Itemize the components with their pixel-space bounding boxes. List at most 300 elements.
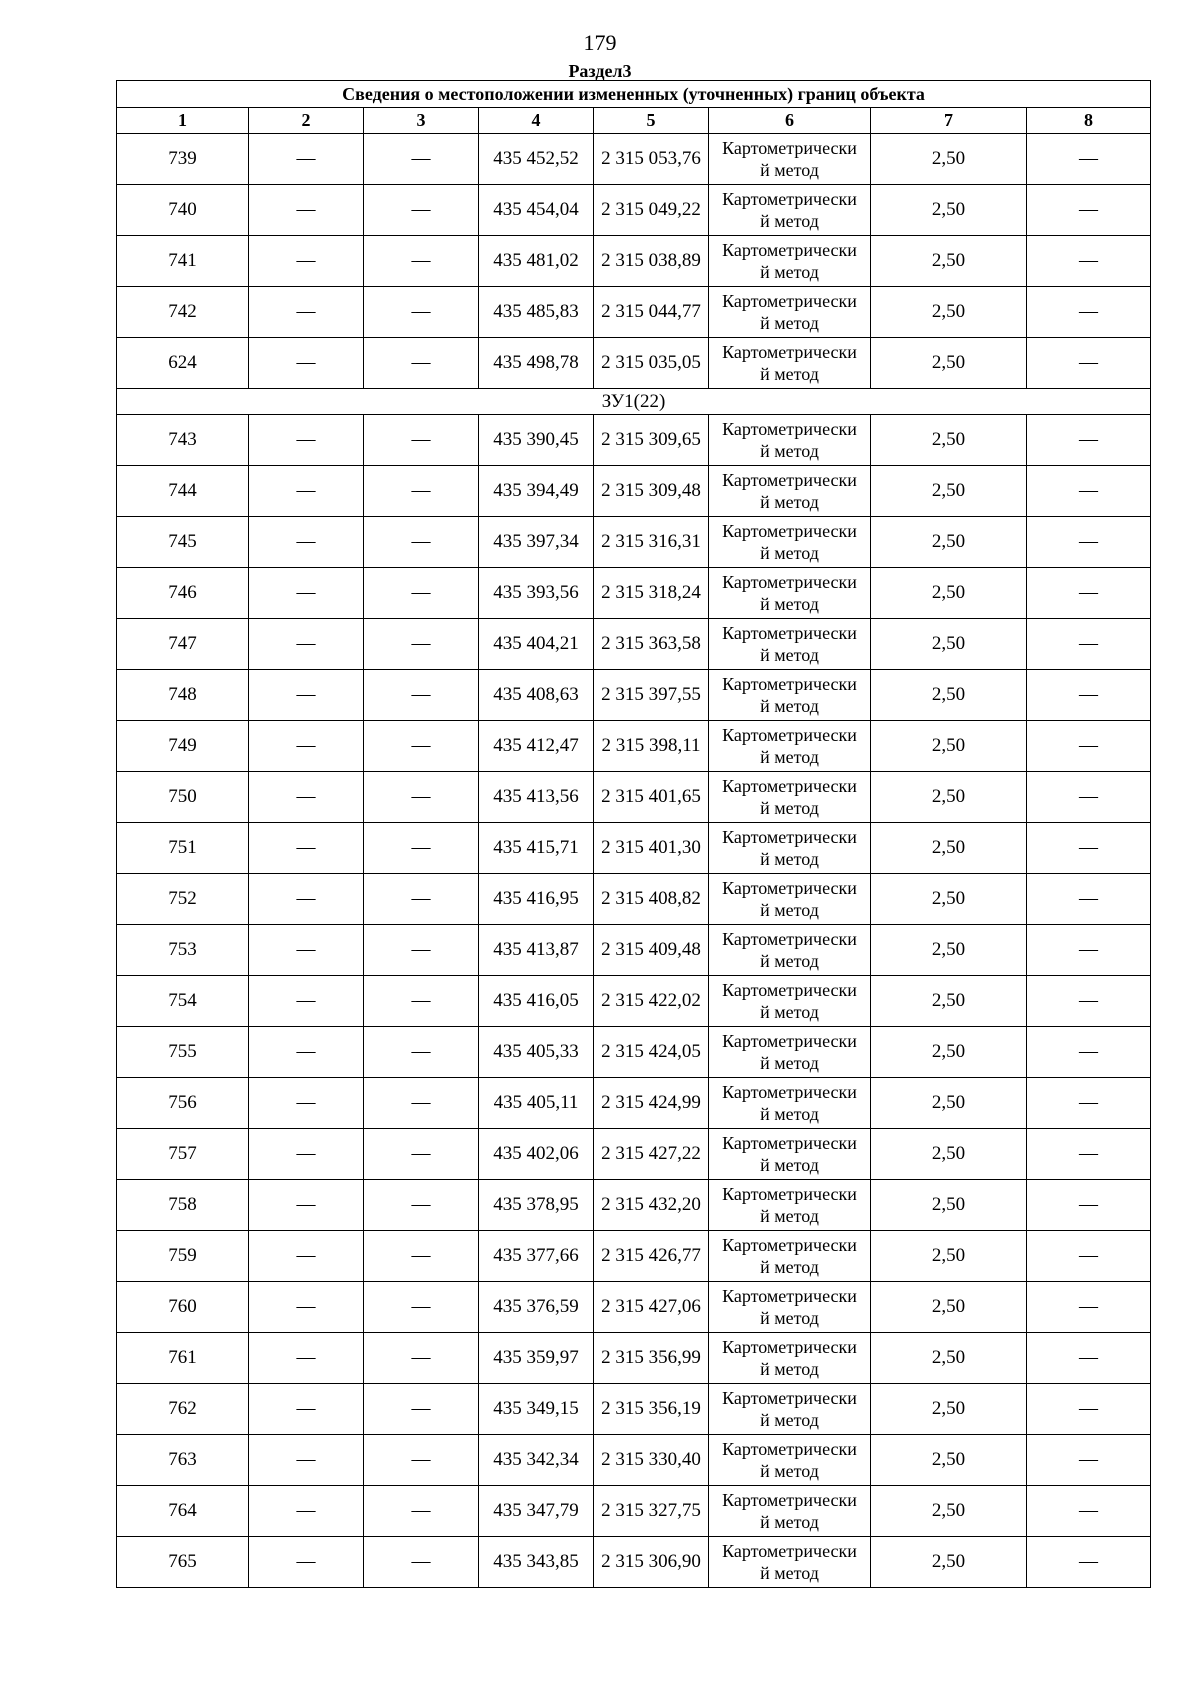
coord-y: 2 315 422,02 xyxy=(594,976,709,1027)
cell-col2: — xyxy=(249,721,364,772)
coord-y: 2 315 408,82 xyxy=(594,874,709,925)
coord-y: 2 315 409,48 xyxy=(594,925,709,976)
cell-col2: — xyxy=(249,466,364,517)
table-row xyxy=(117,338,1151,389)
column-header: 3 xyxy=(364,108,479,134)
accuracy: 2,50 xyxy=(871,1078,1027,1129)
method-line2: й метод xyxy=(760,1155,819,1175)
method-line1: Картометрически xyxy=(722,980,857,1000)
cell-col3: — xyxy=(364,1486,479,1537)
cell-col8: — xyxy=(1027,185,1151,236)
table-row xyxy=(117,1027,1151,1078)
method-line1: Картометрически xyxy=(722,1388,857,1408)
method-cell xyxy=(709,619,871,670)
method-line2: й метод xyxy=(760,1359,819,1379)
coord-x: 435 342,34 xyxy=(479,1435,594,1486)
method-line2: й метод xyxy=(760,594,819,614)
method-line2: й метод xyxy=(760,900,819,920)
point-number: 761 xyxy=(117,1333,249,1384)
cell-col3: — xyxy=(364,1537,479,1588)
point-number: 756 xyxy=(117,1078,249,1129)
cell-col8: — xyxy=(1027,772,1151,823)
coord-x: 435 376,59 xyxy=(479,1282,594,1333)
accuracy: 2,50 xyxy=(871,1435,1027,1486)
table-row xyxy=(117,619,1151,670)
cell-col3: — xyxy=(364,1231,479,1282)
method-cell xyxy=(709,1486,871,1537)
point-number: 750 xyxy=(117,772,249,823)
coord-y: 2 315 427,06 xyxy=(594,1282,709,1333)
method-cell xyxy=(709,134,871,185)
cell-col2: — xyxy=(249,1180,364,1231)
cell-col2: — xyxy=(249,1384,364,1435)
coord-x: 435 481,02 xyxy=(479,236,594,287)
cell-col2: — xyxy=(249,1282,364,1333)
accuracy: 2,50 xyxy=(871,670,1027,721)
cell-col2: — xyxy=(249,1537,364,1588)
cell-col3: — xyxy=(364,185,479,236)
method-line2: й метод xyxy=(760,492,819,512)
cell-col3: — xyxy=(364,925,479,976)
coord-x: 435 349,15 xyxy=(479,1384,594,1435)
point-number: 741 xyxy=(117,236,249,287)
point-number: 745 xyxy=(117,517,249,568)
coord-y: 2 315 363,58 xyxy=(594,619,709,670)
table-row xyxy=(117,1333,1151,1384)
method-cell xyxy=(709,1027,871,1078)
coord-y: 2 315 401,65 xyxy=(594,772,709,823)
table-row xyxy=(117,517,1151,568)
coord-y: 2 315 432,20 xyxy=(594,1180,709,1231)
coord-x: 435 413,87 xyxy=(479,925,594,976)
cell-col3: — xyxy=(364,338,479,389)
cell-col2: — xyxy=(249,670,364,721)
coord-y: 2 315 401,30 xyxy=(594,823,709,874)
coord-x: 435 452,52 xyxy=(479,134,594,185)
table-row xyxy=(117,466,1151,517)
accuracy: 2,50 xyxy=(871,517,1027,568)
point-number: 760 xyxy=(117,1282,249,1333)
column-header: 5 xyxy=(594,108,709,134)
method-line2: й метод xyxy=(760,696,819,716)
cell-col2: — xyxy=(249,338,364,389)
accuracy: 2,50 xyxy=(871,185,1027,236)
coord-x: 435 416,95 xyxy=(479,874,594,925)
section-title: Раздел3 xyxy=(568,61,632,81)
accuracy: 2,50 xyxy=(871,1027,1027,1078)
accuracy: 2,50 xyxy=(871,1537,1027,1588)
method-cell xyxy=(709,1333,871,1384)
method-line2: й метод xyxy=(760,951,819,971)
method-line2: й метод xyxy=(760,543,819,563)
method-line1: Картометрически xyxy=(722,291,857,311)
point-number: 758 xyxy=(117,1180,249,1231)
cell-col8: — xyxy=(1027,976,1151,1027)
point-number: 759 xyxy=(117,1231,249,1282)
method-line2: й метод xyxy=(760,441,819,461)
method-cell xyxy=(709,287,871,338)
cell-col2: — xyxy=(249,925,364,976)
cell-col8: — xyxy=(1027,1384,1151,1435)
column-header: 4 xyxy=(479,108,594,134)
table-row xyxy=(117,415,1151,466)
method-cell xyxy=(709,772,871,823)
cell-col3: — xyxy=(364,670,479,721)
table-row xyxy=(117,976,1151,1027)
cell-col8: — xyxy=(1027,1078,1151,1129)
cell-col3: — xyxy=(364,619,479,670)
method-cell xyxy=(709,568,871,619)
accuracy: 2,50 xyxy=(871,1231,1027,1282)
cell-col8: — xyxy=(1027,619,1151,670)
cell-col8: — xyxy=(1027,338,1151,389)
method-line1: Картометрически xyxy=(722,1082,857,1102)
cell-col3: — xyxy=(364,772,479,823)
cell-col3: — xyxy=(364,976,479,1027)
accuracy: 2,50 xyxy=(871,619,1027,670)
table-caption: Сведения о местоположении измененных (уточненных) границ объекта xyxy=(117,81,1151,108)
method-line2: й метод xyxy=(760,211,819,231)
table-row xyxy=(117,925,1151,976)
table-row xyxy=(117,1384,1151,1435)
coord-y: 2 315 035,05 xyxy=(594,338,709,389)
coord-x: 435 454,04 xyxy=(479,185,594,236)
cell-col2: — xyxy=(249,185,364,236)
cell-col3: — xyxy=(364,415,479,466)
method-line2: й метод xyxy=(760,849,819,869)
cell-col3: — xyxy=(364,1333,479,1384)
cell-col2: — xyxy=(249,1486,364,1537)
coord-x: 435 405,33 xyxy=(479,1027,594,1078)
table-row xyxy=(117,721,1151,772)
cell-col8: — xyxy=(1027,721,1151,772)
cell-col2: — xyxy=(249,1129,364,1180)
cell-col2: — xyxy=(249,1333,364,1384)
coord-y: 2 315 424,99 xyxy=(594,1078,709,1129)
cell-col3: — xyxy=(364,236,479,287)
table-row xyxy=(117,1231,1151,1282)
accuracy: 2,50 xyxy=(871,338,1027,389)
coord-x: 435 413,56 xyxy=(479,772,594,823)
table-row xyxy=(117,185,1151,236)
coord-x: 435 394,49 xyxy=(479,466,594,517)
table-row xyxy=(117,874,1151,925)
cell-col2: — xyxy=(249,1231,364,1282)
cell-col8: — xyxy=(1027,874,1151,925)
cell-col2: — xyxy=(249,287,364,338)
coord-x: 435 415,71 xyxy=(479,823,594,874)
method-line2: й метод xyxy=(760,747,819,767)
coord-x: 435 397,34 xyxy=(479,517,594,568)
cell-col2: — xyxy=(249,134,364,185)
accuracy: 2,50 xyxy=(871,1486,1027,1537)
method-cell xyxy=(709,1435,871,1486)
method-cell xyxy=(709,1537,871,1588)
cell-col8: — xyxy=(1027,1129,1151,1180)
page-number: 179 xyxy=(583,30,617,55)
method-line1: Картометрически xyxy=(722,725,857,745)
coord-x: 435 405,11 xyxy=(479,1078,594,1129)
cell-col8: — xyxy=(1027,517,1151,568)
table-row xyxy=(117,287,1151,338)
point-number: 753 xyxy=(117,925,249,976)
cell-col2: — xyxy=(249,619,364,670)
cell-col8: — xyxy=(1027,1333,1151,1384)
point-number: 747 xyxy=(117,619,249,670)
boundary-coordinates-table xyxy=(116,80,1151,1588)
method-line1: Картометрически xyxy=(722,1184,857,1204)
coord-x: 435 390,45 xyxy=(479,415,594,466)
cell-col2: — xyxy=(249,823,364,874)
cell-col3: — xyxy=(364,1282,479,1333)
cell-col3: — xyxy=(364,1180,479,1231)
method-cell xyxy=(709,670,871,721)
point-number: 754 xyxy=(117,976,249,1027)
table-row xyxy=(117,772,1151,823)
cell-col8: — xyxy=(1027,568,1151,619)
point-number: 748 xyxy=(117,670,249,721)
method-line1: Картометрически xyxy=(722,572,857,592)
accuracy: 2,50 xyxy=(871,721,1027,772)
cell-col2: — xyxy=(249,1078,364,1129)
method-cell xyxy=(709,1384,871,1435)
cell-col3: — xyxy=(364,568,479,619)
coord-x: 435 404,21 xyxy=(479,619,594,670)
cell-col2: — xyxy=(249,415,364,466)
coord-y: 2 315 309,48 xyxy=(594,466,709,517)
method-line2: й метод xyxy=(760,262,819,282)
point-number: 765 xyxy=(117,1537,249,1588)
coord-y: 2 315 049,22 xyxy=(594,185,709,236)
cell-col8: — xyxy=(1027,1486,1151,1537)
method-line2: й метод xyxy=(760,1104,819,1124)
method-line2: й метод xyxy=(760,798,819,818)
table-row xyxy=(117,1282,1151,1333)
table-row xyxy=(117,1435,1151,1486)
method-line1: Картометрически xyxy=(722,1031,857,1051)
method-cell xyxy=(709,415,871,466)
cell-col8: — xyxy=(1027,823,1151,874)
point-number: 742 xyxy=(117,287,249,338)
cell-col3: — xyxy=(364,874,479,925)
method-line1: Картометрически xyxy=(722,878,857,898)
cell-col2: — xyxy=(249,236,364,287)
coord-y: 2 315 397,55 xyxy=(594,670,709,721)
method-line1: Картометрически xyxy=(722,419,857,439)
column-header: 2 xyxy=(249,108,364,134)
cell-col8: — xyxy=(1027,134,1151,185)
method-cell xyxy=(709,185,871,236)
coord-y: 2 315 038,89 xyxy=(594,236,709,287)
coord-x: 435 343,85 xyxy=(479,1537,594,1588)
cell-col3: — xyxy=(364,287,479,338)
method-cell xyxy=(709,338,871,389)
method-line1: Картометрически xyxy=(722,342,857,362)
cell-col8: — xyxy=(1027,415,1151,466)
point-number: 763 xyxy=(117,1435,249,1486)
method-line1: Картометрически xyxy=(722,1490,857,1510)
coord-x: 435 347,79 xyxy=(479,1486,594,1537)
accuracy: 2,50 xyxy=(871,466,1027,517)
method-cell xyxy=(709,1078,871,1129)
column-header: 7 xyxy=(871,108,1027,134)
coord-y: 2 315 427,22 xyxy=(594,1129,709,1180)
coord-y: 2 315 424,05 xyxy=(594,1027,709,1078)
cell-col8: — xyxy=(1027,670,1151,721)
coord-x: 435 498,78 xyxy=(479,338,594,389)
method-line2: й метод xyxy=(760,1563,819,1583)
method-line2: й метод xyxy=(760,1053,819,1073)
point-number: 752 xyxy=(117,874,249,925)
cell-col2: — xyxy=(249,568,364,619)
method-line1: Картометрически xyxy=(722,138,857,158)
coord-y: 2 315 306,90 xyxy=(594,1537,709,1588)
cell-col2: — xyxy=(249,1435,364,1486)
method-line1: Картометрически xyxy=(722,674,857,694)
point-number: 746 xyxy=(117,568,249,619)
method-cell xyxy=(709,721,871,772)
cell-col3: — xyxy=(364,1129,479,1180)
coord-y: 2 315 044,77 xyxy=(594,287,709,338)
accuracy: 2,50 xyxy=(871,1180,1027,1231)
point-number: 739 xyxy=(117,134,249,185)
cell-col8: — xyxy=(1027,236,1151,287)
accuracy: 2,50 xyxy=(871,1129,1027,1180)
group-label-row xyxy=(117,389,1151,415)
column-header: 6 xyxy=(709,108,871,134)
point-number: 743 xyxy=(117,415,249,466)
accuracy: 2,50 xyxy=(871,134,1027,185)
cell-col8: — xyxy=(1027,1282,1151,1333)
method-cell xyxy=(709,1180,871,1231)
method-cell xyxy=(709,925,871,976)
method-line2: й метод xyxy=(760,313,819,333)
cell-col8: — xyxy=(1027,466,1151,517)
method-cell xyxy=(709,1129,871,1180)
coord-y: 2 315 327,75 xyxy=(594,1486,709,1537)
coord-x: 435 377,66 xyxy=(479,1231,594,1282)
accuracy: 2,50 xyxy=(871,1282,1027,1333)
table-row xyxy=(117,670,1151,721)
method-line1: Картометрически xyxy=(722,1439,857,1459)
cell-col8: — xyxy=(1027,287,1151,338)
method-cell xyxy=(709,874,871,925)
table-row xyxy=(117,1078,1151,1129)
point-number: 624 xyxy=(117,338,249,389)
method-line1: Картометрически xyxy=(722,623,857,643)
cell-col2: — xyxy=(249,1027,364,1078)
table-row xyxy=(117,823,1151,874)
cell-col8: — xyxy=(1027,1027,1151,1078)
point-number: 764 xyxy=(117,1486,249,1537)
cell-col3: — xyxy=(364,517,479,568)
cell-col3: — xyxy=(364,823,479,874)
accuracy: 2,50 xyxy=(871,823,1027,874)
method-line1: Картометрически xyxy=(722,521,857,541)
method-cell xyxy=(709,1231,871,1282)
coord-x: 435 408,63 xyxy=(479,670,594,721)
method-line1: Картометрически xyxy=(722,827,857,847)
cell-col3: — xyxy=(364,1027,479,1078)
point-number: 749 xyxy=(117,721,249,772)
coord-y: 2 315 318,24 xyxy=(594,568,709,619)
table-row xyxy=(117,1129,1151,1180)
accuracy: 2,50 xyxy=(871,976,1027,1027)
coord-x: 435 412,47 xyxy=(479,721,594,772)
coord-y: 2 315 356,19 xyxy=(594,1384,709,1435)
cell-col8: — xyxy=(1027,1537,1151,1588)
group-label: ЗУ1(22) xyxy=(117,389,1151,415)
coord-x: 435 402,06 xyxy=(479,1129,594,1180)
cell-col2: — xyxy=(249,772,364,823)
coord-y: 2 315 330,40 xyxy=(594,1435,709,1486)
coord-x: 435 393,56 xyxy=(479,568,594,619)
point-number: 740 xyxy=(117,185,249,236)
method-line1: Картометрически xyxy=(722,1235,857,1255)
accuracy: 2,50 xyxy=(871,925,1027,976)
method-line2: й метод xyxy=(760,1206,819,1226)
accuracy: 2,50 xyxy=(871,236,1027,287)
method-line1: Картометрически xyxy=(722,1541,857,1561)
coord-y: 2 315 398,11 xyxy=(594,721,709,772)
table-row xyxy=(117,236,1151,287)
table-row xyxy=(117,1486,1151,1537)
method-line2: й метод xyxy=(760,1512,819,1532)
accuracy: 2,50 xyxy=(871,772,1027,823)
table-row xyxy=(117,568,1151,619)
point-number: 751 xyxy=(117,823,249,874)
point-number: 757 xyxy=(117,1129,249,1180)
method-line1: Картометрически xyxy=(722,189,857,209)
method-cell xyxy=(709,236,871,287)
method-line2: й метод xyxy=(760,1002,819,1022)
method-line2: й метод xyxy=(760,1410,819,1430)
method-cell xyxy=(709,976,871,1027)
point-number: 762 xyxy=(117,1384,249,1435)
method-line2: й метод xyxy=(760,160,819,180)
method-line2: й метод xyxy=(760,1461,819,1481)
method-line2: й метод xyxy=(760,364,819,384)
coord-y: 2 315 356,99 xyxy=(594,1333,709,1384)
method-line2: й метод xyxy=(760,1257,819,1277)
method-line1: Картометрически xyxy=(722,929,857,949)
method-line1: Картометрически xyxy=(722,1286,857,1306)
accuracy: 2,50 xyxy=(871,568,1027,619)
accuracy: 2,50 xyxy=(871,874,1027,925)
cell-col2: — xyxy=(249,874,364,925)
cell-col8: — xyxy=(1027,925,1151,976)
method-line1: Картометрически xyxy=(722,776,857,796)
method-line2: й метод xyxy=(760,1308,819,1328)
method-line1: Картометрически xyxy=(722,1133,857,1153)
method-cell xyxy=(709,823,871,874)
method-line2: й метод xyxy=(760,645,819,665)
table-row xyxy=(117,1180,1151,1231)
accuracy: 2,50 xyxy=(871,287,1027,338)
column-header: 8 xyxy=(1027,108,1151,134)
cell-col2: — xyxy=(249,976,364,1027)
cell-col3: — xyxy=(364,1078,479,1129)
cell-col3: — xyxy=(364,466,479,517)
cell-col2: — xyxy=(249,517,364,568)
method-cell xyxy=(709,517,871,568)
cell-col3: — xyxy=(364,134,479,185)
point-number: 755 xyxy=(117,1027,249,1078)
table-row xyxy=(117,1537,1151,1588)
method-line1: Картометрически xyxy=(722,470,857,490)
accuracy: 2,50 xyxy=(871,1384,1027,1435)
cell-col8: — xyxy=(1027,1435,1151,1486)
